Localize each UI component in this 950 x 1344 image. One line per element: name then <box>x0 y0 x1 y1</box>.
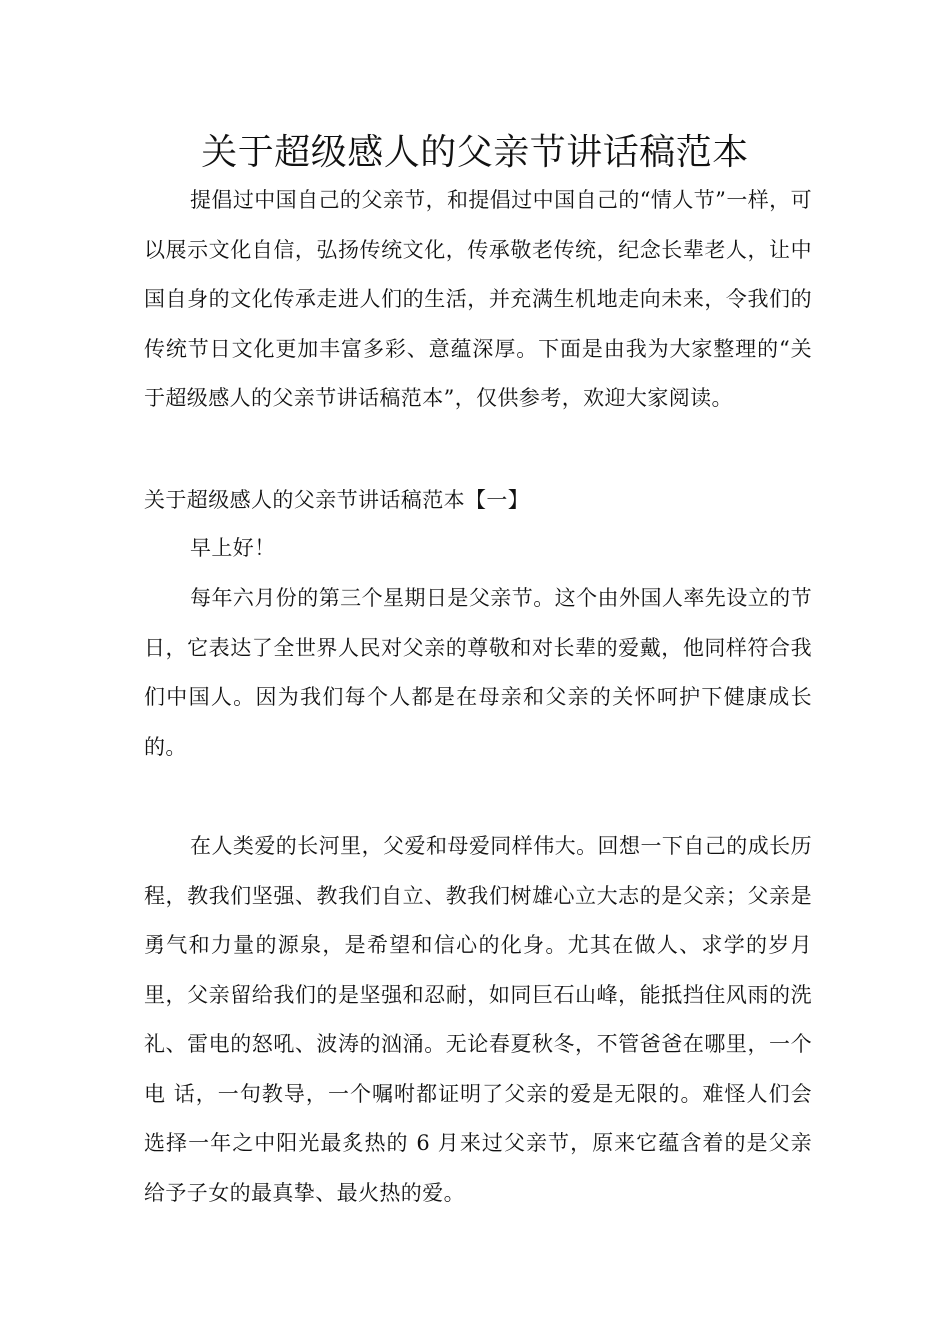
body-paragraph-2: 在人类爱的长河里，父爱和母爱同样伟大。回想一下自己的成长历程，教我们坚强、教我们自立、教我们树雄心立大志的是父亲；父亲是勇气和力量的源泉，是希望和信心的化身。尤其在做人、求学的岁月里，父亲留给我们的是坚强和忍耐，如同巨石山峰，能抵挡住风雨的洗礼、雷电的怒吼、波涛的汹涌。无论春夏秋冬，不管爸爸在哪里，一个电 话，一句教导，一个嘱咐都证明了父亲的爱是无限的。难怪人们会选择一年之中阳光最炙热的 6 月来过父亲节，原来它蕴含着的是父亲给予子女的最真挚、最火热的爱。 <box>144 834 812 1205</box>
section-heading: 关于超级感人的父亲节讲话稿范本【一】 <box>144 488 530 512</box>
body-paragraph-1: 每年六月份的第三个星期日是父亲节。这个由外国人率先设立的节日，它表达了全世界人民对父亲的尊敬和对长辈的爱戴，他同样符合我们中国人。因为我们每个人都是在母亲和父亲的关怀呵护下健康成长的。 <box>144 586 812 759</box>
greeting-paragraph: 早上好！ <box>190 536 276 560</box>
document-title: 关于超级感人的父亲节讲话稿范本 <box>201 132 749 173</box>
intro-paragraph: 提倡过中国自己的父亲节，和提倡过中国自己的“情人节”一样，可以展示文化自信，弘扬传统文化，传承敬老传统，纪念长辈老人，让中国自身的文化传承走进人们的生活，并充满生机地走向未来，令我们的传统节日文化更加丰富多彩、意蕴深厚。下面是由我为大家整理的“关于超级感人的父亲节讲话稿范本”，仅供参考，欢迎大家阅读。 <box>144 188 812 410</box>
